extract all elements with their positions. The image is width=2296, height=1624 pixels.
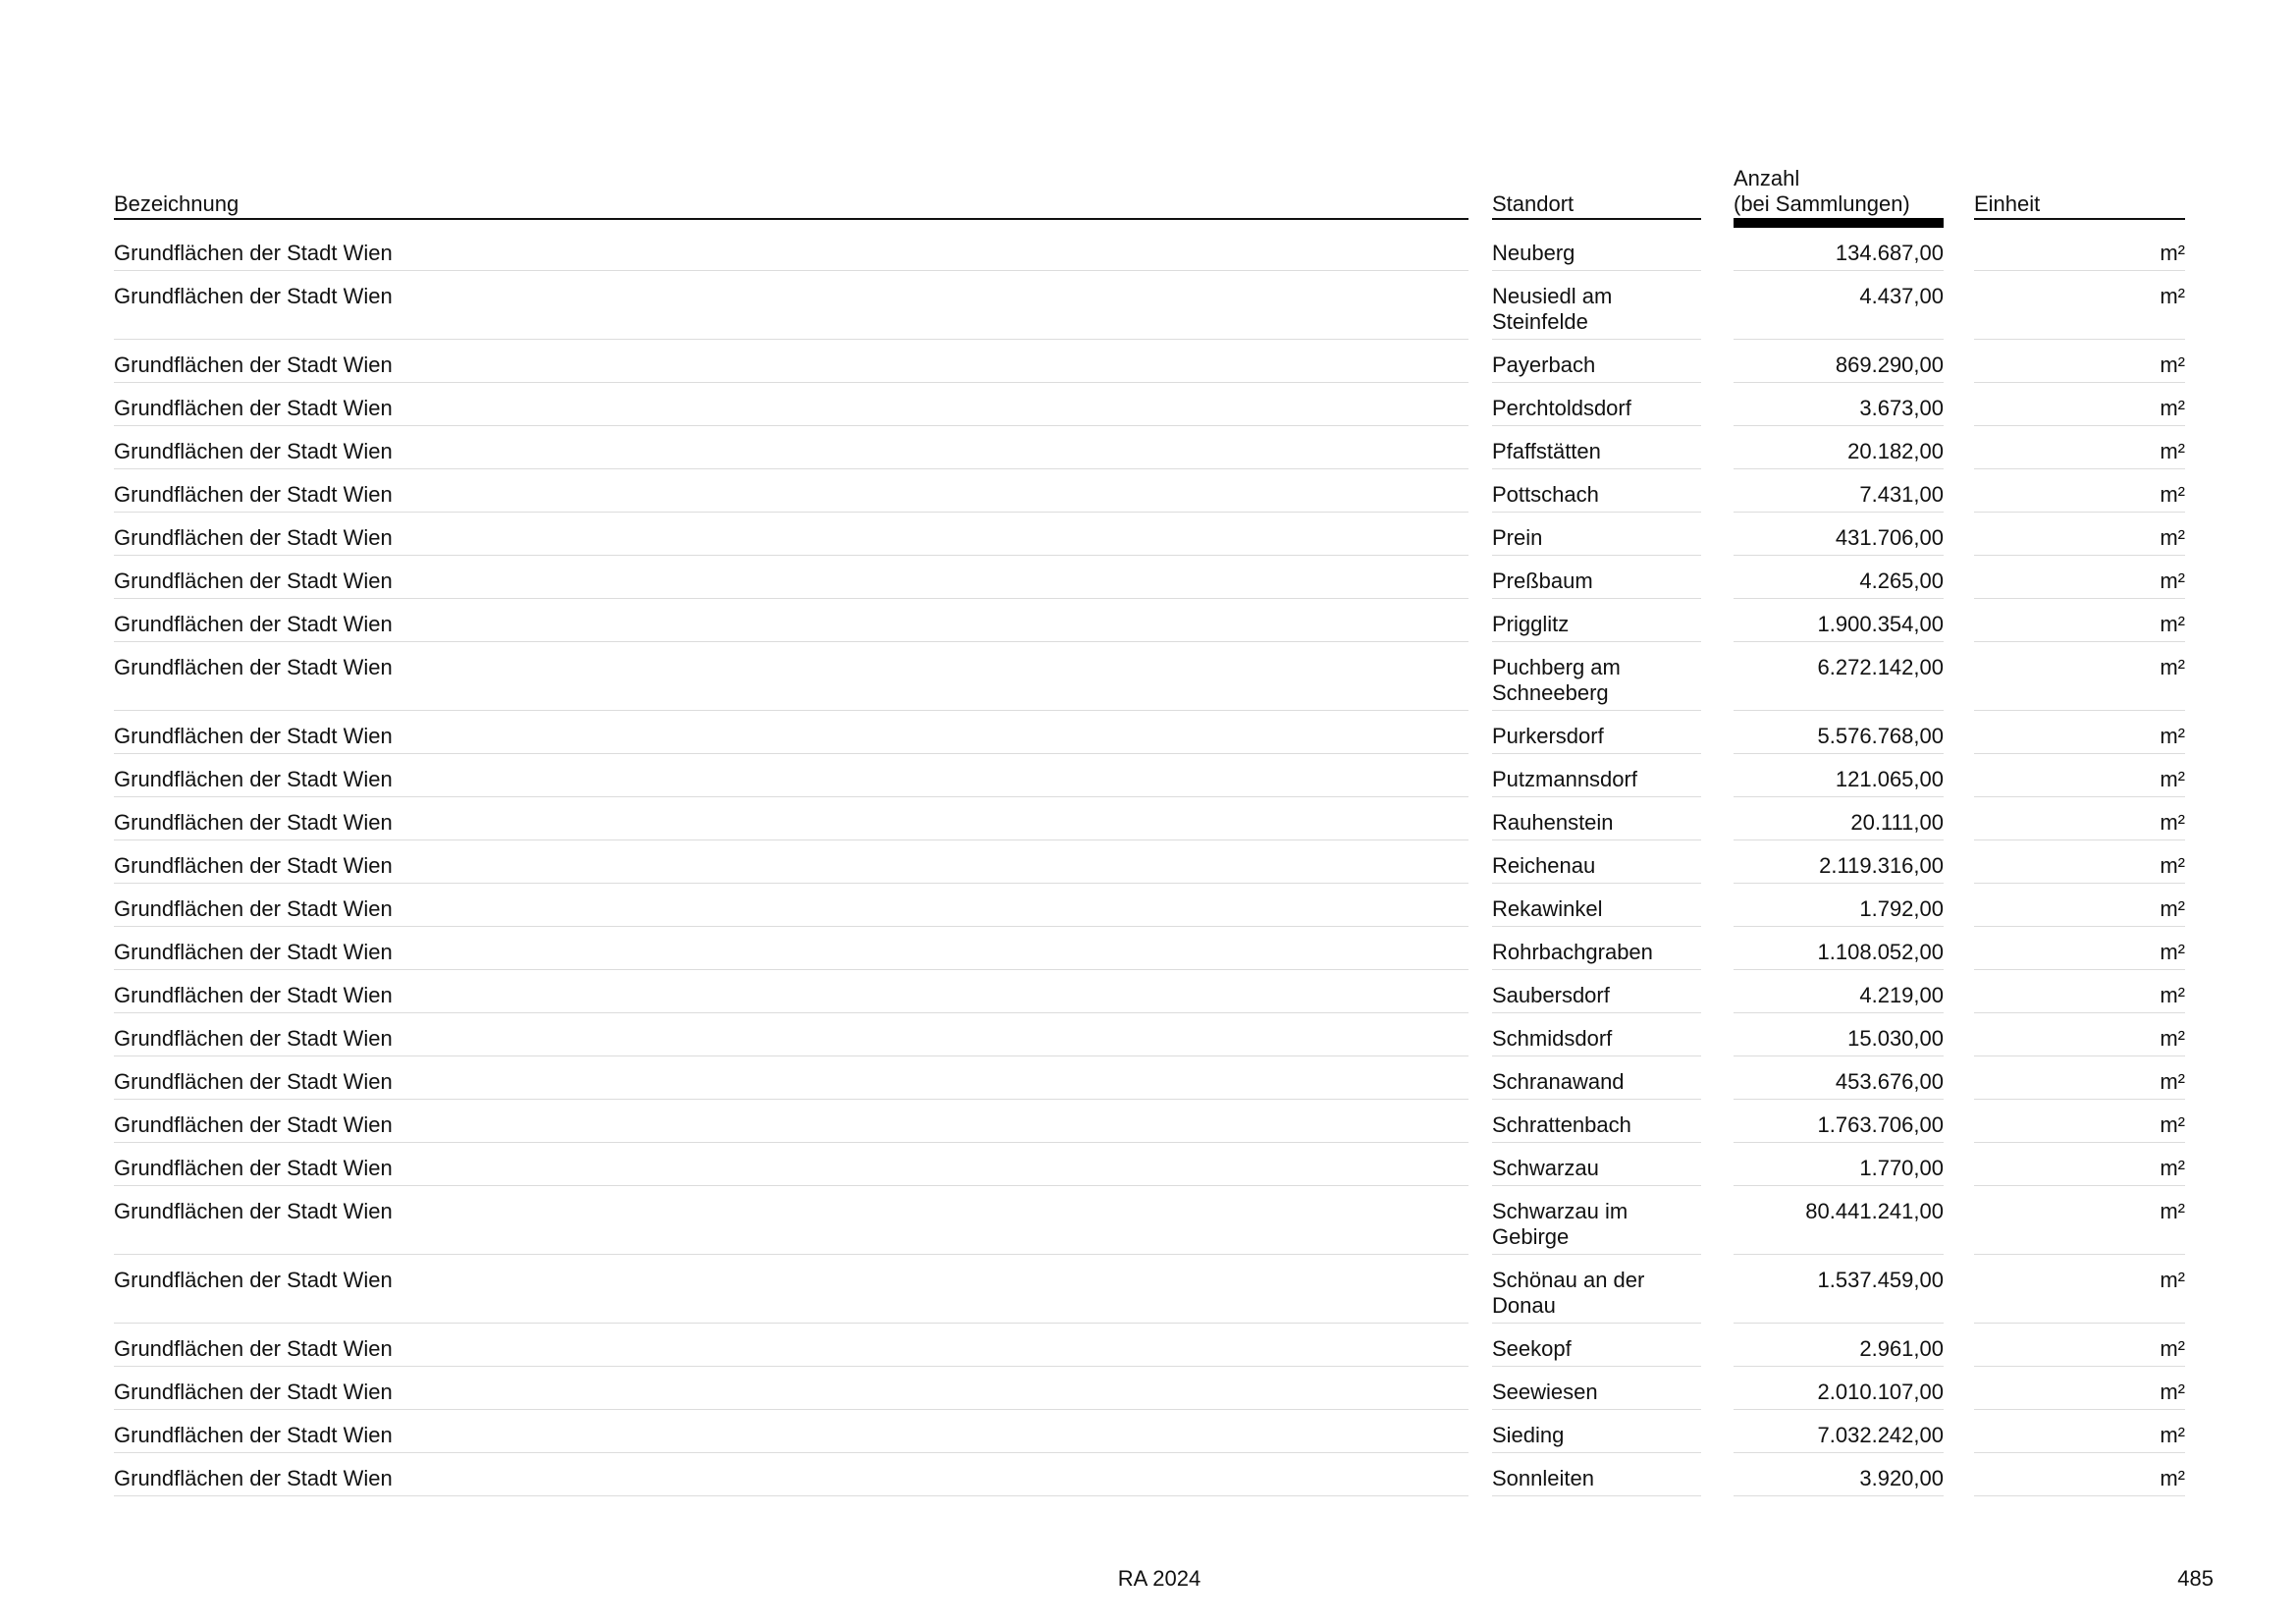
cell-bezeichnung: Grundflächen der Stadt Wien xyxy=(114,1143,1468,1186)
cell-anzahl: 1.763.706,00 xyxy=(1734,1100,1944,1143)
cell-standort: Neusiedl am Steinfelde xyxy=(1492,271,1701,340)
cell-bezeichnung: Grundflächen der Stadt Wien xyxy=(114,426,1468,469)
cell-standort: Reichenau xyxy=(1492,840,1701,884)
cell-standort: Schranawand xyxy=(1492,1056,1701,1100)
cell-anzahl: 431.706,00 xyxy=(1734,513,1944,556)
cell-standort: Prein xyxy=(1492,513,1701,556)
table-row xyxy=(114,1143,2185,1186)
header-standort xyxy=(1492,165,1701,220)
cell-anzahl: 453.676,00 xyxy=(1734,1056,1944,1100)
cell-standort: Sieding xyxy=(1492,1410,1701,1453)
header-bezeichnung-label: Bezeichnung xyxy=(114,191,240,216)
cell-standort: Schwarzau xyxy=(1492,1143,1701,1186)
cell-bezeichnung: Grundflächen der Stadt Wien xyxy=(114,469,1468,513)
cell-einheit: m² xyxy=(1974,840,2185,884)
table-row xyxy=(114,513,2185,556)
cell-standort: Sonnleiten xyxy=(1492,1453,1701,1496)
cell-bezeichnung: Grundflächen der Stadt Wien xyxy=(114,513,1468,556)
cell-standort: Pfaffstätten xyxy=(1492,426,1701,469)
cell-anzahl: 15.030,00 xyxy=(1734,1013,1944,1056)
cell-einheit: m² xyxy=(1974,1100,2185,1143)
cell-anzahl: 4.437,00 xyxy=(1734,271,1944,340)
cell-standort: Pottschach xyxy=(1492,469,1701,513)
header-anzahl-sublabel: (bei Sammlungen) xyxy=(1734,191,1910,216)
table-row xyxy=(114,1013,2185,1056)
cell-einheit: m² xyxy=(1974,556,2185,599)
cell-bezeichnung: Grundflächen der Stadt Wien xyxy=(114,927,1468,970)
cell-einheit: m² xyxy=(1974,383,2185,426)
cell-anzahl: 20.111,00 xyxy=(1734,797,1944,840)
cell-bezeichnung: Grundflächen der Stadt Wien xyxy=(114,340,1468,383)
cell-einheit: m² xyxy=(1974,228,2185,271)
asset-table xyxy=(114,165,2185,1496)
header-einheit-label: Einheit xyxy=(1974,191,2041,216)
cell-einheit: m² xyxy=(1974,1324,2185,1367)
cell-standort: Schrattenbach xyxy=(1492,1100,1701,1143)
table-row xyxy=(114,340,2185,383)
table-row xyxy=(114,970,2185,1013)
table-row xyxy=(114,642,2185,711)
table-row xyxy=(114,884,2185,927)
cell-anzahl: 3.920,00 xyxy=(1734,1453,1944,1496)
table-row xyxy=(114,840,2185,884)
table-row xyxy=(114,469,2185,513)
cell-anzahl: 6.272.142,00 xyxy=(1734,642,1944,711)
cell-einheit: m² xyxy=(1974,469,2185,513)
cell-einheit: m² xyxy=(1974,1255,2185,1324)
cell-einheit: m² xyxy=(1974,642,2185,711)
table-row xyxy=(114,1255,2185,1324)
cell-anzahl: 1.900.354,00 xyxy=(1734,599,1944,642)
cell-standort: Preßbaum xyxy=(1492,556,1701,599)
cell-bezeichnung: Grundflächen der Stadt Wien xyxy=(114,228,1468,271)
cell-einheit: m² xyxy=(1974,1186,2185,1255)
cell-standort: Seekopf xyxy=(1492,1324,1701,1367)
cell-anzahl: 2.961,00 xyxy=(1734,1324,1944,1367)
cell-anzahl: 869.290,00 xyxy=(1734,340,1944,383)
cell-standort: Payerbach xyxy=(1492,340,1701,383)
cell-standort: Putzmannsdorf xyxy=(1492,754,1701,797)
cell-anzahl: 1.792,00 xyxy=(1734,884,1944,927)
cell-bezeichnung: Grundflächen der Stadt Wien xyxy=(114,383,1468,426)
header-bezeichnung xyxy=(114,165,1468,220)
header-anzahl xyxy=(1734,165,1944,228)
cell-einheit: m² xyxy=(1974,426,2185,469)
cell-bezeichnung: Grundflächen der Stadt Wien xyxy=(114,840,1468,884)
cell-anzahl: 2.010.107,00 xyxy=(1734,1367,1944,1410)
footer-report-label: RA 2024 xyxy=(1117,1566,1201,1591)
cell-einheit: m² xyxy=(1974,927,2185,970)
cell-standort: Rohrbachgraben xyxy=(1492,927,1701,970)
cell-einheit: m² xyxy=(1974,1013,2185,1056)
table-row xyxy=(114,1367,2185,1410)
cell-anzahl: 1.537.459,00 xyxy=(1734,1255,1944,1324)
cell-standort: Rauhenstein xyxy=(1492,797,1701,840)
cell-standort: Puchberg am Schneeberg xyxy=(1492,642,1701,711)
cell-anzahl: 7.032.242,00 xyxy=(1734,1410,1944,1453)
table-row xyxy=(114,1410,2185,1453)
header-einheit xyxy=(1974,165,2185,220)
cell-bezeichnung: Grundflächen der Stadt Wien xyxy=(114,1410,1468,1453)
cell-einheit: m² xyxy=(1974,1367,2185,1410)
cell-anzahl: 7.431,00 xyxy=(1734,469,1944,513)
cell-einheit: m² xyxy=(1974,1143,2185,1186)
cell-anzahl: 4.265,00 xyxy=(1734,556,1944,599)
cell-bezeichnung: Grundflächen der Stadt Wien xyxy=(114,556,1468,599)
cell-anzahl: 2.119.316,00 xyxy=(1734,840,1944,884)
table-row xyxy=(114,426,2185,469)
cell-bezeichnung: Grundflächen der Stadt Wien xyxy=(114,642,1468,711)
cell-einheit: m² xyxy=(1974,1410,2185,1453)
cell-einheit: m² xyxy=(1974,1056,2185,1100)
table-row xyxy=(114,271,2185,340)
table-row xyxy=(114,599,2185,642)
cell-anzahl: 1.770,00 xyxy=(1734,1143,1944,1186)
cell-anzahl: 1.108.052,00 xyxy=(1734,927,1944,970)
cell-standort: Schönau an der Donau xyxy=(1492,1255,1701,1324)
cell-anzahl: 121.065,00 xyxy=(1734,754,1944,797)
cell-bezeichnung: Grundflächen der Stadt Wien xyxy=(114,1056,1468,1100)
cell-standort: Schwarzau im Gebirge xyxy=(1492,1186,1701,1255)
table-row xyxy=(114,1100,2185,1143)
cell-standort: Perchtoldsdorf xyxy=(1492,383,1701,426)
cell-einheit: m² xyxy=(1974,340,2185,383)
cell-anzahl: 4.219,00 xyxy=(1734,970,1944,1013)
cell-bezeichnung: Grundflächen der Stadt Wien xyxy=(114,970,1468,1013)
cell-bezeichnung: Grundflächen der Stadt Wien xyxy=(114,1324,1468,1367)
cell-einheit: m² xyxy=(1974,513,2185,556)
cell-bezeichnung: Grundflächen der Stadt Wien xyxy=(114,884,1468,927)
cell-einheit: m² xyxy=(1974,884,2185,927)
header-standort-label: Standort xyxy=(1492,191,1575,216)
cell-standort: Purkersdorf xyxy=(1492,711,1701,754)
table-row xyxy=(114,1453,2185,1496)
cell-bezeichnung: Grundflächen der Stadt Wien xyxy=(114,1186,1468,1255)
table-row xyxy=(114,556,2185,599)
cell-standort: Rekawinkel xyxy=(1492,884,1701,927)
cell-standort: Saubersdorf xyxy=(1492,970,1701,1013)
page-number: 485 xyxy=(2177,1566,2214,1591)
cell-anzahl: 80.441.241,00 xyxy=(1734,1186,1944,1255)
cell-einheit: m² xyxy=(1974,599,2185,642)
cell-standort: Prigglitz xyxy=(1492,599,1701,642)
table-body xyxy=(114,228,2185,1496)
cell-standort: Neuberg xyxy=(1492,228,1701,271)
table-row xyxy=(114,1056,2185,1100)
cell-einheit: m² xyxy=(1974,970,2185,1013)
header-anzahl-label: Anzahl xyxy=(1734,166,1800,190)
table-row xyxy=(114,383,2185,426)
cell-standort: Seewiesen xyxy=(1492,1367,1701,1410)
cell-bezeichnung: Grundflächen der Stadt Wien xyxy=(114,599,1468,642)
cell-bezeichnung: Grundflächen der Stadt Wien xyxy=(114,797,1468,840)
cell-anzahl: 134.687,00 xyxy=(1734,228,1944,271)
cell-bezeichnung: Grundflächen der Stadt Wien xyxy=(114,271,1468,340)
table-row xyxy=(114,228,2185,271)
cell-anzahl: 5.576.768,00 xyxy=(1734,711,1944,754)
table-row xyxy=(114,1186,2185,1255)
cell-bezeichnung: Grundflächen der Stadt Wien xyxy=(114,1367,1468,1410)
cell-bezeichnung: Grundflächen der Stadt Wien xyxy=(114,754,1468,797)
cell-bezeichnung: Grundflächen der Stadt Wien xyxy=(114,1013,1468,1056)
cell-anzahl: 20.182,00 xyxy=(1734,426,1944,469)
table-row xyxy=(114,927,2185,970)
cell-anzahl: 3.673,00 xyxy=(1734,383,1944,426)
table-row xyxy=(114,754,2185,797)
table-row xyxy=(114,797,2185,840)
table-row xyxy=(114,1324,2185,1367)
table-row xyxy=(114,711,2185,754)
cell-einheit: m² xyxy=(1974,1453,2185,1496)
cell-standort: Schmidsdorf xyxy=(1492,1013,1701,1056)
cell-bezeichnung: Grundflächen der Stadt Wien xyxy=(114,711,1468,754)
cell-bezeichnung: Grundflächen der Stadt Wien xyxy=(114,1453,1468,1496)
cell-bezeichnung: Grundflächen der Stadt Wien xyxy=(114,1100,1468,1143)
cell-einheit: m² xyxy=(1974,797,2185,840)
cell-bezeichnung: Grundflächen der Stadt Wien xyxy=(114,1255,1468,1324)
table-header xyxy=(114,165,2185,228)
cell-einheit: m² xyxy=(1974,711,2185,754)
cell-einheit: m² xyxy=(1974,754,2185,797)
cell-einheit: m² xyxy=(1974,271,2185,340)
